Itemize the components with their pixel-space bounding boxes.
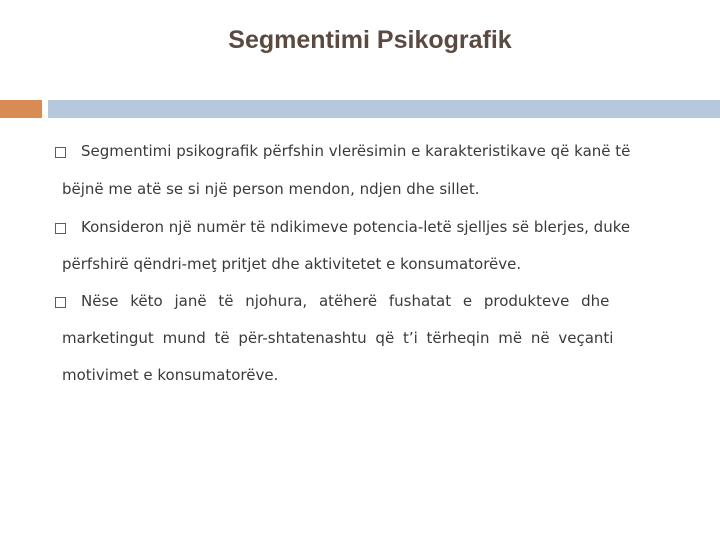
bullet-icon xyxy=(55,297,66,308)
bullet-1-line-1: Segmentimi psikografik përfshin vlerësimin e karakteristikave që kanë të xyxy=(81,142,631,160)
bullet-2-line-1: Konsideron një numër të ndikimeve potencia-letë sjelljes së blerjes, duke xyxy=(81,218,631,236)
bullet-1-line-2: bëjnë me atë se si një person mendon, ndjen dhe sillet. xyxy=(62,180,480,198)
bullet-3-line-3: motivimet e konsumatorëve. xyxy=(62,366,279,384)
bullet-icon xyxy=(55,147,66,158)
bullet-2-line-2: përfshirë qëndri-meţ pritjet dhe aktivitetet e konsumatorëve. xyxy=(62,255,522,273)
slide-title: Segmentimi Psikografik xyxy=(228,26,512,54)
bullet-3-line-1: Nëse këto janë të njohura, atëherë fushatat e produkteve dhe xyxy=(81,292,610,310)
bullet-3-line-2: marketingut mund të për-shtatenashtu që t’i tërheqin më në veçanti xyxy=(62,329,614,347)
bullet-icon xyxy=(55,223,66,234)
